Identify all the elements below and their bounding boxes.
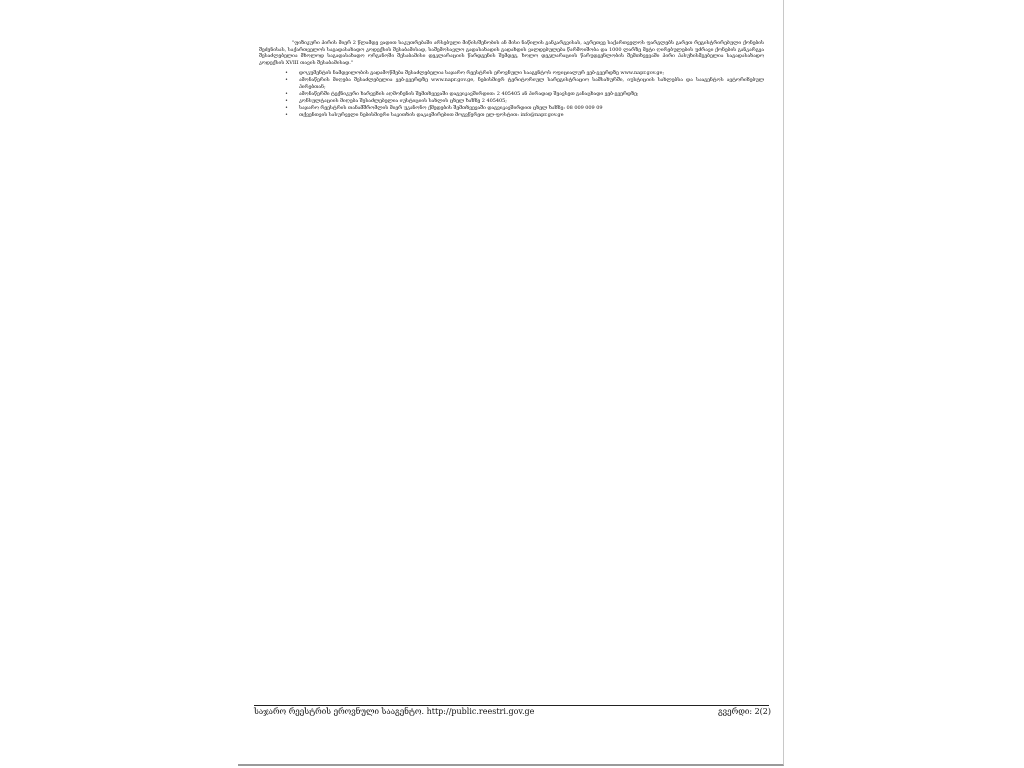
- footer-source: საჯარო რეესტრის ეროვნული სააგენტო. http://public.reestri.gov.ge: [254, 707, 535, 716]
- info-bullet-list: [259, 70, 764, 119]
- bullet-icon: •: [285, 77, 288, 84]
- list-item: [285, 70, 764, 77]
- list-item-text: კონსულტაციის მიღება შესაძლებელია იუსტიციის სახლის ცხელ ხაზზე 2 405405;: [299, 98, 507, 105]
- page-number: გვერდი: 2(2): [717, 707, 771, 716]
- footer-divider: [254, 705, 769, 706]
- bullet-icon: •: [285, 91, 288, 98]
- bullet-icon: •: [285, 105, 288, 112]
- intro-paragraph: "ფიზიკური პირის მიერ 2 წლამდე ვადით საკუთრებაში არსებული მიწის/შენობის ან მისი ნაწილის განკარგვისას, აგრეთვე საქართველოს ფარგლებს გარეთ რეგისტრირებული ქონების შეძენისას, საქართველოს საგადასახადო კოდექსის შესაბამისად, საშემოსავლო გადასახადის გადახდის ვალდებულება წარმოიშობა და 1000 ლარზე მეტი ღირებულების უძრავი ქონების განკარგვა შესაძლებელია მხოლოდ საგადასახადო ორგანოში შესაბამისი დეკლარაციის წარდგენის შემდეგ, ხოლო დეკლარაციის წარუდგენლობის შემთხვევაში პირი პასუხისმგებელია საგადასახადო კოდექსის XVIII თავის შესაბამისად.": [259, 40, 764, 66]
- list-item: [285, 98, 764, 105]
- list-item: [285, 112, 764, 119]
- list-item-text: თქვენთვის სასურველი ნებისმიერი საკითხის დაკავშირებით მოგვწერეთ ელ-ფოსტით: info@napr.gov.ge: [299, 112, 564, 119]
- list-item: [285, 91, 764, 98]
- list-item: [285, 105, 764, 112]
- list-item-text: დოკუმენტის ნამდვილობის გადამოწმება შესაძლებელია საჯარო რეესტრის ეროვნული სააგენტოს ოფიციალურ ვებ-გვერდზე www.napr.gov.ge;: [299, 70, 665, 77]
- document-page: [238, 0, 784, 766]
- bullet-icon: •: [285, 70, 288, 77]
- list-item-text: ამონაწერში ტექნიკური ხარვეზის აღმოჩენის შემთხვევაში დაგვიკავშირდით: 2 405405 ან პირადად შეავსეთ განაცხადი ვებ-გვერდზე;: [299, 91, 639, 98]
- page-body: [259, 40, 764, 120]
- bullet-icon: •: [285, 98, 288, 105]
- list-item: [285, 77, 764, 90]
- list-item-text: ამონაწერის მიღება შესაძლებელია ვებ-გვერდზე www.napr.gov.ge, ნებისმიერ ტერიტორიულ სარეგისტრაციო სამსახურში, იუსტიციის სახლებსა და სააგენტოს ავტორიზებულ პირებთან;: [299, 77, 764, 91]
- list-item-text: საჯარო რეესტრის თანამშრომლის მიერ უკანონო ქმედების შემთხვევაში დაგვიკავშირდით ცხელ ხაზზე: 08 009 009 09: [299, 105, 603, 112]
- bullet-icon: •: [285, 112, 288, 119]
